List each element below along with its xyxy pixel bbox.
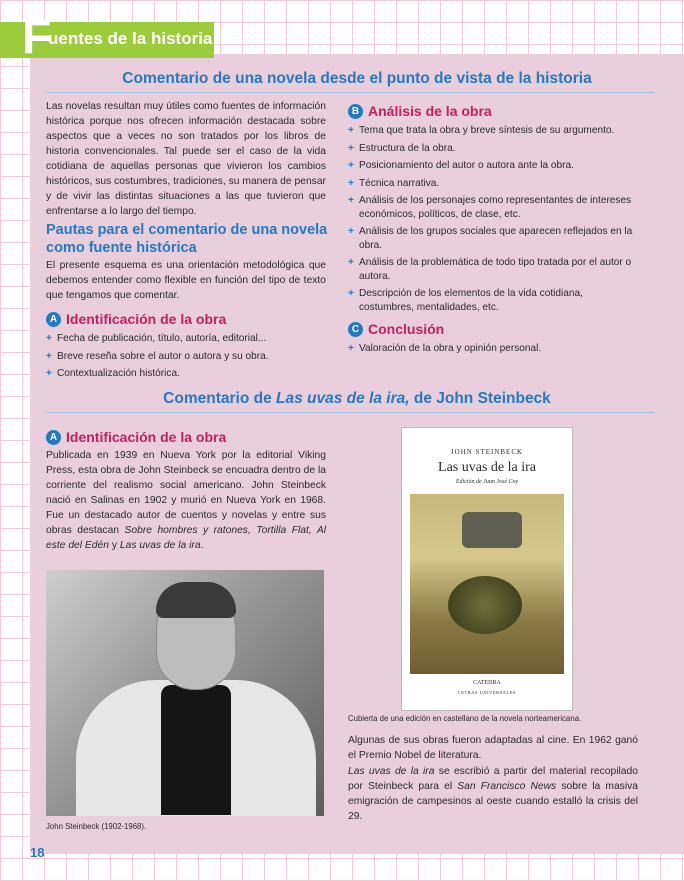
steinbeck-photo [46,570,324,816]
plus-icon: + [348,288,354,299]
cover-caption: Cubierta de una edición en castellano de la novela norteamericana. [348,714,582,723]
section1-title: Comentario de una novela desde el punto de vista de la historia [122,70,592,87]
turtle-illustration [448,576,522,634]
divider [46,412,654,413]
list-item: + Descripción de los elementos de la vida cotidiana, costumbres, mentalidades, etc. [348,288,583,313]
list-item: + Estructura de la obra. [348,142,456,154]
list-item: + Análisis de los grupos sociales que aparecen reflejados en la obra. [348,226,633,251]
photo-caption: John Steinbeck (1902-1968). [46,822,147,831]
tab-title: uentes de la historia [48,29,213,48]
intro-paragraph: Las novelas resultan muy útiles como fuentes de información histórica porque nos ofrecen información destacada sobre aspectos que a veces no son tratados por los libros de historia convencionales. Tal puede ser el caso de la vida cotidiana de aquellas personas que vivieron los cambios históricos, sus costumbres, tradiciones, su manera de pensar y de vivir las distintas situaciones a las que tuvieron que enfrentarse a lo largo del tiempo. [46,101,326,217]
list-item: + Valoración de la obra y opinión personal. [348,343,542,354]
list-item: + Análisis de la problemática de todo tipo tratada por el autor o autora. [348,257,632,282]
plus-icon: + [348,160,354,171]
cover-illustration [410,494,564,674]
section-c-title: Conclusión [368,321,445,337]
book-cover [401,427,573,711]
section2-title: Comentario de Las uvas de la ira, de John Steinbeck [163,390,551,407]
list-item: + Contextualización histórica. [46,368,180,379]
list-item: + Análisis de los personajes como representantes de intereses económicos, políticos, de clase, etc. [348,195,632,220]
list-item: + Breve reseña sobre el autor o autora y su obra. [46,350,269,362]
plus-icon: + [348,195,354,206]
steinbeck-paragraph: Publicada en 1939 en Nueva York por la editorial Viking Press, esta obra de John Steinbeck se encuadra dentro de la corriente del realismo social americano. John Steinbeck nació en Salinas en 1902 y murió en Nueva York en 1968. Fue un destacado autor de cuentos y novelas y entre sus obras destacan Sobre hombres y ratones, Tortilla Flat, Al este del Edén y Las uvas de la ira. [46,450,326,551]
section-b-heading [348,103,492,119]
plus-icon: + [46,333,52,344]
origin-paragraph: Las uvas de la ira se escribió a partir del material recopilado por Steinbeck para el San Francisco News sobre la masiva emigración de campesinos al oeste cuando estalló la crisis del 29. [348,766,638,822]
adaptations-paragraph: Algunas de sus obras fueron adaptadas al cine. En 1962 ganó el Premio Nobel de literatura. [348,735,638,761]
section-c-list [348,342,638,360]
section2-a-title: Identificación de la obra [66,429,227,445]
plus-icon: + [46,368,52,379]
section-tab [0,11,214,64]
cover-collection: LETRAS UNIVERSALES [458,690,516,695]
divider [46,92,654,93]
section-c-badge: C [348,322,363,337]
list-item: + Técnica narrativa. [348,177,440,189]
truck-illustration [462,512,522,548]
section-a-badge: A [46,312,61,327]
plus-icon: + [348,226,354,237]
list-item: + Fecha de publicación, título, autoría, editorial... [46,333,267,344]
cover-edition: Edición de Juan José Coy [455,479,519,485]
section-c-heading [348,321,444,337]
plus-icon: + [348,257,354,268]
pautas-text: El presente esquema es una orientación metodológica que debemos entender como flexible en función del tipo de texto que tengamos que comentar. [46,260,326,301]
section-a-list [46,332,331,385]
section-b-badge: B [348,104,363,119]
page-number: 18 [30,845,45,860]
section-a-title: Identificación de la obra [66,311,227,327]
cover-title: Las uvas de la ira [438,460,536,475]
tab-initial: F [22,11,52,64]
cover-publisher: CATEDRA [473,680,501,686]
plus-icon: + [46,350,52,362]
pautas-title: Pautas para el comentario de una novela como fuente histórica [46,222,328,256]
section-a-heading [46,311,226,327]
plus-icon: + [348,177,354,189]
section2-a-heading [46,429,226,445]
cover-author: JOHN STEINBECK [450,448,524,456]
plus-icon: + [348,142,354,154]
plus-icon: + [348,343,354,354]
list-item: + Tema que trata la obra y breve síntesis de su argumento. [348,125,615,136]
section-b-title: Análisis de la obra [368,103,492,119]
section-b-list [348,124,638,318]
plus-icon: + [348,125,354,136]
section2-a-badge: A [46,430,61,445]
list-item: + Posicionamiento del autor o autora ante la obra. [348,160,574,171]
